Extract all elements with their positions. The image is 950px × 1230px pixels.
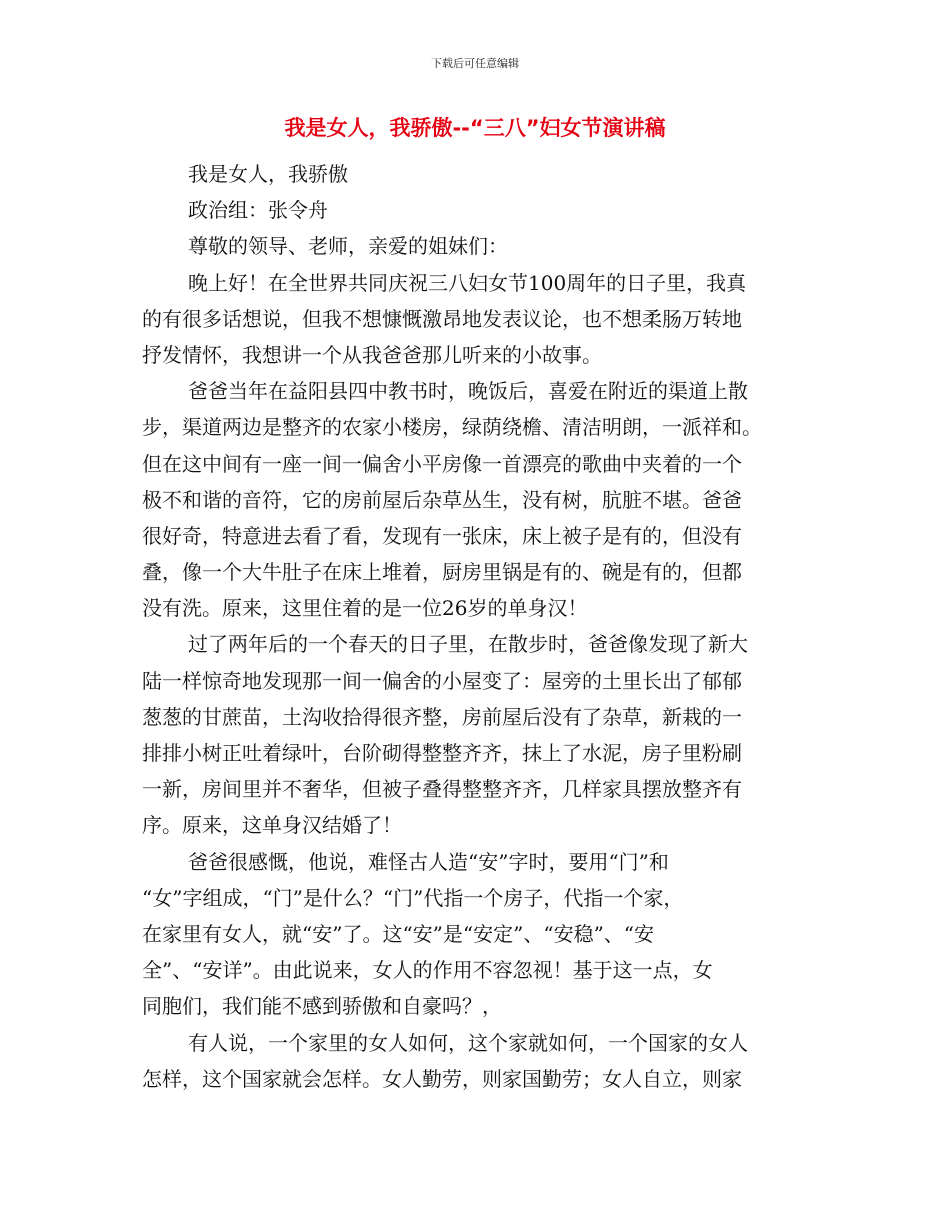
text-line: 怎样，这个国家就会怎样。女人勤劳，则家国勤劳；女人自立，则家 [142, 1066, 742, 1091]
text-line: 有人说，一个家里的女人如何，这个家就如何，一个国家的女人 [188, 1030, 748, 1055]
text-line: 步，渠道两边是整齐的农家小楼房，绿荫绕檐、清洁明朗，一派祥和。 [142, 415, 762, 440]
document-body [142, 156, 802, 1097]
text-line: 晚上好！在全世界共同庆祝三八妇女节100周年的日子里，我真 [188, 270, 747, 295]
text-line: 但在这中间有一座一间一偏舍小平房像一首漂亮的歌曲中夹着的一个 [142, 451, 742, 476]
text-line: 爸爸很感慨，他说，难怪古人造“安”字时，要用“门”和 [188, 849, 669, 874]
text-line: 过了两年后的一个春天的日子里，在散步时，爸爸像发现了新大 [188, 632, 748, 657]
text-line: 我是女人，我骄傲 [188, 162, 348, 186]
text-line: 排排小树正吐着绿叶，台阶砌得整整齐齐，抹上了水泥，房子里粉刷 [142, 741, 742, 765]
text-line: 的有很多话想说，但我不想慷慨激昂地发表议论，也不想柔肠万转地 [142, 306, 742, 331]
text-line: 序。原来，这单身汉结婚了！ [142, 813, 402, 838]
document-title: 我是女人，我骄傲--“三八”妇女节演讲稿 [284, 116, 666, 140]
text-line: 葱葱的甘蔗苗，土沟收拾得很齐整，房前屋后没有了杂草，新栽的一 [142, 704, 742, 729]
text-line: 同胞们，我们能不感到骄傲和自豪吗？， [142, 994, 502, 1019]
text-line: 陆一样惊奇地发现那一间一偏舍的小屋变了：屋旁的土里长出了郁郁 [142, 668, 742, 693]
download-note: 下载后可任意编辑 [431, 57, 519, 70]
text-line: 一新，房间里并不奢华，但被子叠得整整齐齐，几样家具摆放整齐有 [142, 777, 742, 802]
text-line: 很好奇，特意进去看了看，发现有一张床，床上被子是有的，但没有 [142, 523, 742, 548]
text-line: 尊敬的领导、老师，亲爱的姐妹们： [188, 234, 508, 259]
text-line: “女”字组成，“门”是什么？“门”代指一个房子，代指一个家， [142, 885, 684, 910]
text-line: 极不和谐的音符，它的房前屋后杂草丛生，没有树，肮脏不堪。爸爸 [142, 487, 742, 512]
text-line: 在家里有女人，就“安”了。这“安”是“安定”、“安稳”、“安 [142, 921, 655, 946]
text-line: 全”、“安详”。由此说来，女人的作用不容忽视！基于这一点，女 [142, 958, 713, 983]
text-line: 抒发情怀，我想讲一个从我爸爸那儿听来的小故事。 [142, 342, 602, 367]
text-line: 政治组：张令舟 [188, 198, 328, 223]
text-line: 叠，像一个大牛肚子在床上堆着，厨房里锅是有的、碗是有的，但都 [142, 560, 742, 585]
text-line: 没有洗。原来，这里住着的是一位26岁的单身汉！ [142, 596, 588, 621]
text-line: 爸爸当年在益阳县四中教书时，晚饭后，喜爱在附近的渠道上散 [188, 379, 748, 404]
